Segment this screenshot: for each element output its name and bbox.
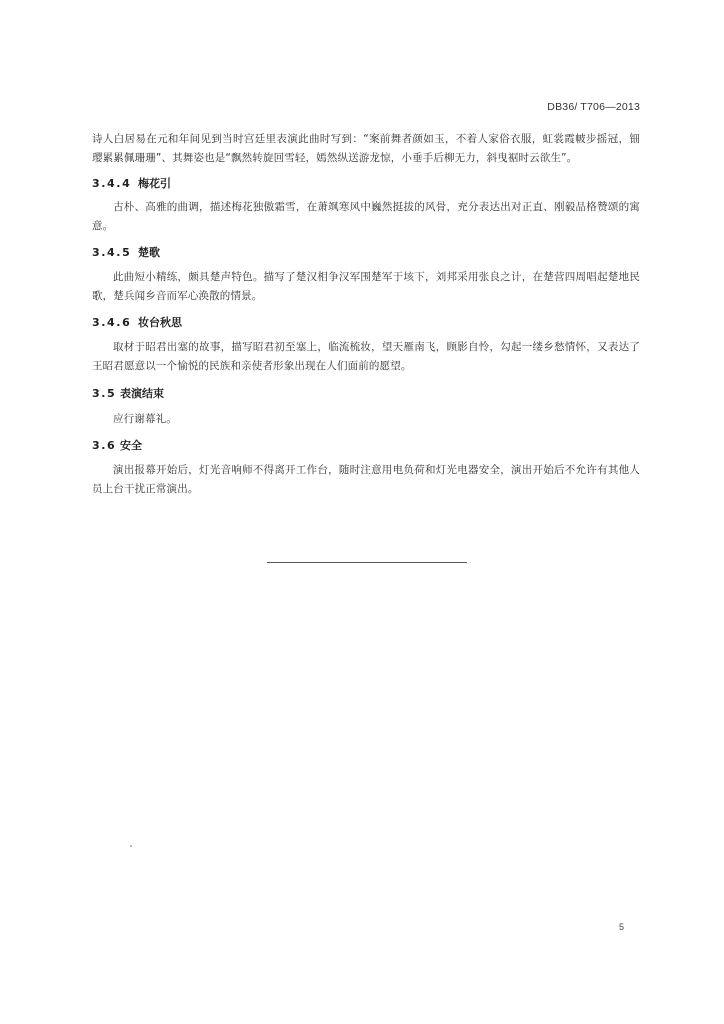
- section-body: 古朴、高雅的曲调，描述梅花独傲霜雪，在萧飒寒风中巍然挺拔的风骨，充分表达出对正直、刚毅品格赞颂的寓意。: [92, 201, 640, 232]
- section-3-4-5: [92, 245, 640, 306]
- section-number: 3.6: [92, 439, 117, 452]
- section-heading: [92, 176, 640, 192]
- section-title: 楚歌: [138, 246, 160, 259]
- section-title: 表演结束: [120, 387, 164, 400]
- standard-code: DB36/ T706—2013: [547, 101, 640, 113]
- section-heading: [92, 438, 640, 454]
- section-3-6: [92, 438, 640, 499]
- section-3-5: [92, 386, 640, 429]
- section-heading: [92, 386, 640, 402]
- section-3-4-4: [92, 176, 640, 236]
- section-title: 安全: [120, 439, 142, 452]
- section-number: 3.4.4: [92, 177, 132, 190]
- section-number: 3.4.5: [92, 246, 132, 259]
- section-heading: [92, 315, 640, 331]
- section-number: 3.5: [92, 387, 117, 400]
- section-body: 取材于昭君出塞的故事，描写昭君初至塞上，临流梳妆，望天雁南飞，顾影自怜，勾起一缕乡愁情怀，又表达了王昭君愿意以一个愉悦的民族和亲使者形象出现在人们面前的愿望。: [92, 341, 640, 372]
- section-body: 应行谢幕礼。: [113, 413, 177, 425]
- section-title: 妆台秋思: [138, 316, 182, 329]
- intro-paragraph: 诗人白居易在元和年间见到当时宫廷里表演此曲时写到：“案前舞者颜如玉，不着人家俗衣服，虹裳霞帔步摇冠，钿璎累累佩珊珊”、其舞姿也是“飘然转旋回雪轻，嫣然纵送游龙惊，小垂手后柳无力，斜曳裾时云欲生”。: [92, 133, 640, 164]
- document-body: [92, 130, 640, 499]
- section-heading: [92, 245, 640, 261]
- section-number: 3.4.6: [92, 316, 132, 329]
- section-body: 此曲短小精练，颇具楚声特色。描写了楚汉相争汉军围楚军于垓下，刘邦采用张良之计，在楚营四周唱起楚地民歌，楚兵闻乡音而军心涣散的情景。: [92, 271, 640, 302]
- section-title: 梅花引: [138, 177, 171, 190]
- page-number: 5: [619, 922, 625, 932]
- scan-speck: [130, 845, 132, 847]
- section-3-4-6: [92, 315, 640, 376]
- section-body: 演出报幕开始后，灯光音响师不得离开工作台，随时注意用电负荷和灯光电器安全，演出开始后不允许有其他人员上台干扰正常演出。: [92, 464, 640, 495]
- end-of-text-rule: [267, 562, 467, 563]
